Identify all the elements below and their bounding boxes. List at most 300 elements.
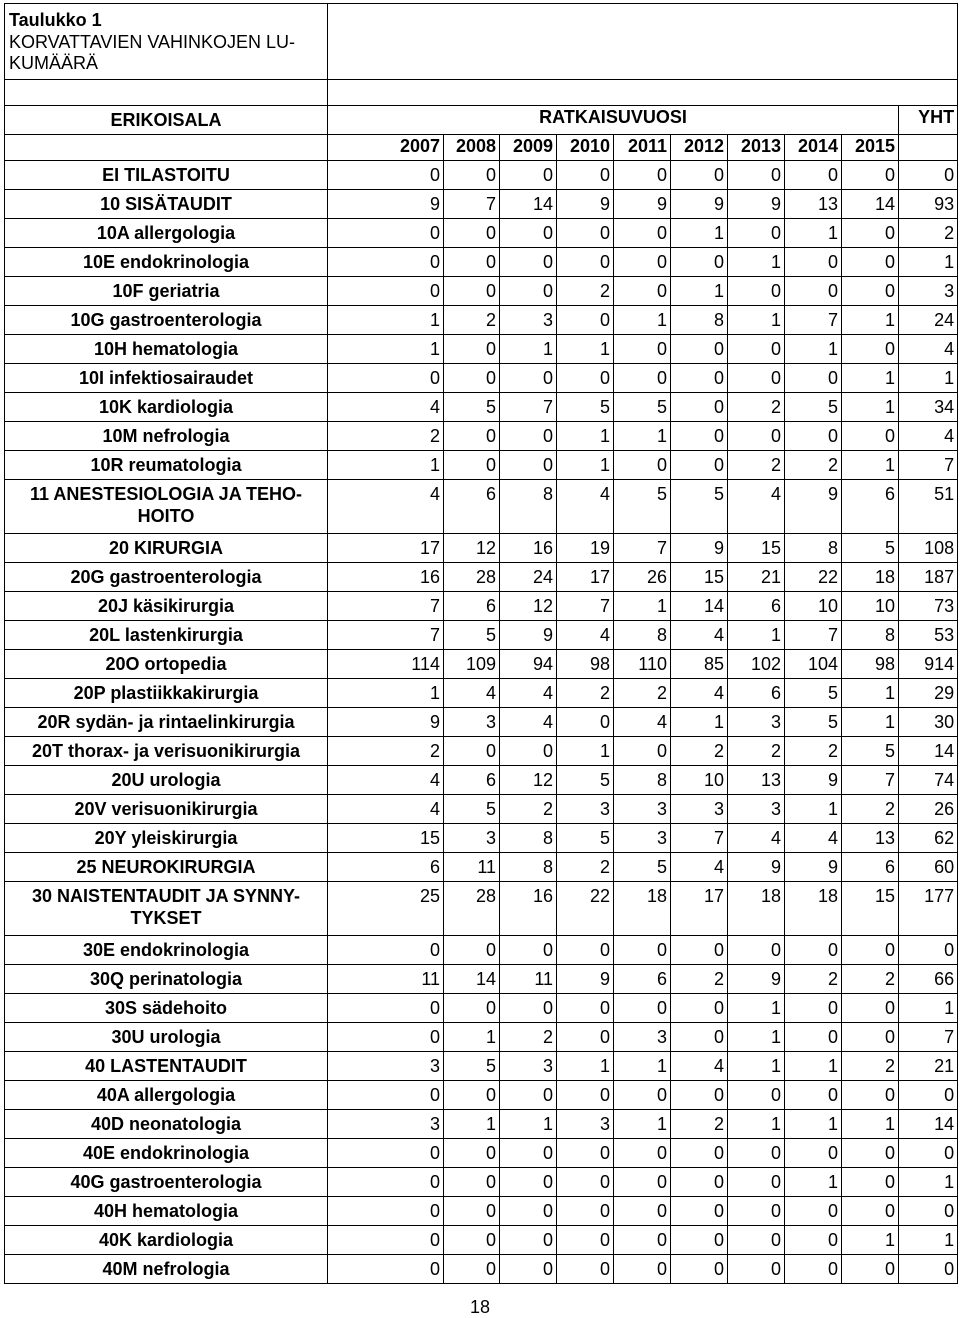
table-row <box>5 650 958 679</box>
value-cell: 0 <box>328 1023 444 1052</box>
value-cell: 1 <box>842 708 899 737</box>
table-subtitle: KORVATTAVIEN VAHINKOJEN LU-KUMÄÄRÄ <box>9 32 296 73</box>
value-cell: 16 <box>500 534 557 563</box>
value-cell: 0 <box>728 422 785 451</box>
value-cell: 4 <box>328 393 444 422</box>
value-cell: 94 <box>500 650 557 679</box>
value-cell: 0 <box>728 1139 785 1168</box>
value-cell: 0 <box>614 1255 671 1284</box>
specialty-name: 40M nefrologia <box>5 1255 328 1284</box>
value-cell: 0 <box>328 1081 444 1110</box>
value-cell: 5 <box>614 853 671 882</box>
table-row <box>5 451 958 480</box>
value-cell: 104 <box>785 650 842 679</box>
value-cell: 0 <box>785 364 842 393</box>
value-cell: 1 <box>444 1110 500 1139</box>
table-row <box>5 1081 958 1110</box>
table-row <box>5 882 958 936</box>
value-cell: 0 <box>557 708 614 737</box>
value-cell: 5 <box>614 480 671 534</box>
value-cell: 7 <box>328 621 444 650</box>
value-cell: 0 <box>500 451 557 480</box>
specialty-name: 30E endokrinologia <box>5 936 328 965</box>
value-cell: 3 <box>500 1052 557 1081</box>
value-cell: 6 <box>728 592 785 621</box>
value-cell: 0 <box>842 994 899 1023</box>
value-cell: 7 <box>785 621 842 650</box>
value-cell: 0 <box>557 219 614 248</box>
value-cell: 0 <box>500 936 557 965</box>
value-cell: 5 <box>444 621 500 650</box>
value-cell: 0 <box>444 994 500 1023</box>
value-cell: 0 <box>328 1197 444 1226</box>
value-cell: 2 <box>728 393 785 422</box>
table-row <box>5 592 958 621</box>
table-row <box>5 161 958 190</box>
value-cell: 0 <box>328 277 444 306</box>
value-cell: 9 <box>557 190 614 219</box>
value-cell: 2 <box>842 795 899 824</box>
value-cell: 98 <box>842 650 899 679</box>
total-cell: 34 <box>899 393 958 422</box>
value-cell: 1 <box>842 364 899 393</box>
specialty-name: 10M nefrologia <box>5 422 328 451</box>
value-cell: 0 <box>728 1255 785 1284</box>
value-cell: 1 <box>842 306 899 335</box>
table-row <box>5 1023 958 1052</box>
specialty-name: 30 NAISTENTAUDIT JA SYNNY-TYKSET <box>5 882 328 936</box>
value-cell: 9 <box>728 190 785 219</box>
specialty-name: 20V verisuonikirurgia <box>5 795 328 824</box>
table-row <box>5 393 958 422</box>
value-cell: 9 <box>728 853 785 882</box>
value-cell: 8 <box>500 824 557 853</box>
value-cell: 4 <box>785 824 842 853</box>
value-cell: 0 <box>728 161 785 190</box>
value-cell: 7 <box>842 766 899 795</box>
total-cell: 30 <box>899 708 958 737</box>
value-cell: 1 <box>500 1110 557 1139</box>
total-cell: 29 <box>899 679 958 708</box>
value-cell: 4 <box>728 480 785 534</box>
value-cell: 0 <box>444 1139 500 1168</box>
total-cell: 0 <box>899 936 958 965</box>
value-cell: 0 <box>785 277 842 306</box>
value-cell: 3 <box>728 795 785 824</box>
value-cell: 6 <box>444 480 500 534</box>
value-cell: 0 <box>842 248 899 277</box>
value-cell: 13 <box>785 190 842 219</box>
value-cell: 5 <box>842 534 899 563</box>
value-cell: 0 <box>614 335 671 364</box>
value-cell: 8 <box>500 853 557 882</box>
value-cell: 1 <box>785 1052 842 1081</box>
value-cell: 12 <box>444 534 500 563</box>
table-row <box>5 1110 958 1139</box>
value-cell: 0 <box>614 1226 671 1255</box>
value-cell: 6 <box>328 853 444 882</box>
value-cell: 0 <box>614 994 671 1023</box>
value-cell: 0 <box>842 1023 899 1052</box>
value-cell: 18 <box>728 882 785 936</box>
value-cell: 11 <box>328 965 444 994</box>
value-cell: 4 <box>671 679 728 708</box>
value-cell: 0 <box>842 1139 899 1168</box>
value-cell: 0 <box>500 1081 557 1110</box>
value-cell: 0 <box>557 161 614 190</box>
table-row <box>5 364 958 393</box>
value-cell: 2 <box>328 737 444 766</box>
year-header: 2014 <box>785 135 842 161</box>
total-cell: 4 <box>899 422 958 451</box>
value-cell: 13 <box>842 824 899 853</box>
blank-cell <box>328 80 958 106</box>
value-cell: 0 <box>500 1255 557 1284</box>
value-cell: 4 <box>328 766 444 795</box>
value-cell: 7 <box>557 592 614 621</box>
table-row <box>5 1197 958 1226</box>
value-cell: 5 <box>785 679 842 708</box>
specialty-name: 20P plastiikkakirurgia <box>5 679 328 708</box>
value-cell: 0 <box>785 1255 842 1284</box>
value-cell: 0 <box>557 1023 614 1052</box>
table-row <box>5 1052 958 1081</box>
value-cell: 0 <box>728 219 785 248</box>
specialty-name: 10A allergologia <box>5 219 328 248</box>
value-cell: 0 <box>671 1255 728 1284</box>
total-cell: 0 <box>899 1197 958 1226</box>
value-cell: 0 <box>444 451 500 480</box>
value-cell: 0 <box>671 451 728 480</box>
value-cell: 22 <box>557 882 614 936</box>
value-cell: 0 <box>557 1168 614 1197</box>
value-cell: 1 <box>728 306 785 335</box>
value-cell: 9 <box>728 965 785 994</box>
value-cell: 1 <box>842 393 899 422</box>
value-cell: 0 <box>500 994 557 1023</box>
value-cell: 0 <box>614 364 671 393</box>
value-cell: 4 <box>671 853 728 882</box>
total-cell: 24 <box>899 306 958 335</box>
value-cell: 0 <box>444 219 500 248</box>
value-cell: 21 <box>728 563 785 592</box>
value-cell: 16 <box>500 882 557 936</box>
value-cell: 0 <box>614 1139 671 1168</box>
value-cell: 7 <box>328 592 444 621</box>
specialty-name: 30Q perinatologia <box>5 965 328 994</box>
year-header: 2009 <box>500 135 557 161</box>
total-cell: 177 <box>899 882 958 936</box>
value-cell: 1 <box>728 621 785 650</box>
total-cell: 66 <box>899 965 958 994</box>
value-cell: 5 <box>842 737 899 766</box>
value-cell: 1 <box>785 335 842 364</box>
value-cell: 0 <box>614 451 671 480</box>
table-row <box>5 277 958 306</box>
value-cell: 2 <box>614 679 671 708</box>
value-cell: 1 <box>785 1110 842 1139</box>
value-cell: 1 <box>728 1110 785 1139</box>
page-number: 18 <box>469 1297 491 1317</box>
value-cell: 1 <box>444 1023 500 1052</box>
year-header: 2013 <box>728 135 785 161</box>
value-cell: 3 <box>328 1052 444 1081</box>
value-cell: 9 <box>785 766 842 795</box>
value-cell: 7 <box>500 393 557 422</box>
value-cell: 5 <box>557 393 614 422</box>
value-cell: 0 <box>785 1197 842 1226</box>
value-cell: 6 <box>444 592 500 621</box>
table-row <box>5 766 958 795</box>
table-row <box>5 248 958 277</box>
value-cell: 0 <box>614 161 671 190</box>
value-cell: 1 <box>557 422 614 451</box>
specialty-name: 10R reumatologia <box>5 451 328 480</box>
value-cell: 1 <box>614 1052 671 1081</box>
value-cell: 0 <box>500 219 557 248</box>
value-cell: 0 <box>500 737 557 766</box>
value-cell: 15 <box>728 534 785 563</box>
value-cell: 3 <box>728 708 785 737</box>
total-cell: 0 <box>899 1255 958 1284</box>
year-header: 2007 <box>328 135 444 161</box>
specialty-name: 20 KIRURGIA <box>5 534 328 563</box>
blank-cell <box>5 135 328 161</box>
value-cell: 14 <box>671 592 728 621</box>
specialty-name: 30S sädehoito <box>5 994 328 1023</box>
value-cell: 2 <box>842 1052 899 1081</box>
value-cell: 0 <box>500 1226 557 1255</box>
value-cell: 0 <box>671 161 728 190</box>
value-cell: 15 <box>328 824 444 853</box>
value-cell: 0 <box>557 1139 614 1168</box>
value-cell: 0 <box>614 936 671 965</box>
value-cell: 0 <box>614 219 671 248</box>
value-cell: 0 <box>785 1023 842 1052</box>
value-cell: 15 <box>842 882 899 936</box>
value-cell: 0 <box>842 161 899 190</box>
value-cell: 0 <box>728 277 785 306</box>
value-cell: 114 <box>328 650 444 679</box>
value-cell: 9 <box>328 190 444 219</box>
value-cell: 0 <box>785 248 842 277</box>
value-cell: 0 <box>557 1255 614 1284</box>
value-cell: 12 <box>500 592 557 621</box>
value-cell: 5 <box>444 795 500 824</box>
table-row <box>5 737 958 766</box>
value-cell: 2 <box>557 277 614 306</box>
year-header: 2012 <box>671 135 728 161</box>
value-cell: 0 <box>671 1226 728 1255</box>
value-cell: 0 <box>785 161 842 190</box>
value-cell: 13 <box>728 766 785 795</box>
value-cell: 0 <box>557 936 614 965</box>
value-cell: 0 <box>785 422 842 451</box>
value-cell: 0 <box>728 335 785 364</box>
total-cell: 51 <box>899 480 958 534</box>
value-cell: 11 <box>444 853 500 882</box>
table-row <box>5 853 958 882</box>
value-cell: 0 <box>842 1168 899 1197</box>
total-cell: 53 <box>899 621 958 650</box>
value-cell: 110 <box>614 650 671 679</box>
value-cell: 5 <box>557 824 614 853</box>
value-cell: 17 <box>328 534 444 563</box>
total-cell: 0 <box>899 161 958 190</box>
specialty-name: 10I infektiosairaudet <box>5 364 328 393</box>
value-cell: 2 <box>500 1023 557 1052</box>
table-row <box>5 422 958 451</box>
value-cell: 0 <box>557 1197 614 1226</box>
value-cell: 2 <box>671 737 728 766</box>
table-row <box>5 480 958 534</box>
total-cell: 7 <box>899 1023 958 1052</box>
value-cell: 0 <box>785 1226 842 1255</box>
total-cell: 21 <box>899 1052 958 1081</box>
value-cell: 9 <box>785 480 842 534</box>
specialty-name: 20Y yleiskirurgia <box>5 824 328 853</box>
value-cell: 0 <box>557 1226 614 1255</box>
value-cell: 0 <box>557 1081 614 1110</box>
value-cell: 0 <box>444 1226 500 1255</box>
value-cell: 1 <box>328 679 444 708</box>
value-cell: 4 <box>671 621 728 650</box>
value-cell: 0 <box>614 1197 671 1226</box>
value-cell: 0 <box>328 161 444 190</box>
specialty-name: 40E endokrinologia <box>5 1139 328 1168</box>
value-cell: 0 <box>785 936 842 965</box>
value-cell: 28 <box>444 563 500 592</box>
value-cell: 0 <box>671 1023 728 1052</box>
value-cell: 6 <box>728 679 785 708</box>
value-cell: 2 <box>557 679 614 708</box>
value-cell: 0 <box>671 936 728 965</box>
value-cell: 18 <box>614 882 671 936</box>
value-cell: 0 <box>728 936 785 965</box>
specialty-name: 10 SISÄTAUDIT <box>5 190 328 219</box>
value-cell: 0 <box>728 1197 785 1226</box>
value-cell: 1 <box>614 422 671 451</box>
specialty-name: 40D neonatologia <box>5 1110 328 1139</box>
value-cell: 3 <box>328 1110 444 1139</box>
value-cell: 0 <box>671 335 728 364</box>
value-cell: 18 <box>842 563 899 592</box>
value-cell: 4 <box>557 621 614 650</box>
value-cell: 2 <box>785 965 842 994</box>
value-cell: 0 <box>328 248 444 277</box>
value-cell: 3 <box>671 795 728 824</box>
value-cell: 0 <box>671 1168 728 1197</box>
table-row <box>5 534 958 563</box>
value-cell: 0 <box>671 422 728 451</box>
value-cell: 2 <box>500 795 557 824</box>
value-cell: 26 <box>614 563 671 592</box>
specialty-name: 20T thorax- ja verisuonikirurgia <box>5 737 328 766</box>
table-row <box>5 795 958 824</box>
specialty-header: ERIKOISALA <box>5 106 328 135</box>
value-cell: 0 <box>557 994 614 1023</box>
value-cell: 14 <box>444 965 500 994</box>
specialty-name: 20R sydän- ja rintaelinkirurgia <box>5 708 328 737</box>
value-cell: 3 <box>444 708 500 737</box>
value-cell: 19 <box>557 534 614 563</box>
value-cell: 8 <box>842 621 899 650</box>
specialty-name: EI TILASTOITU <box>5 161 328 190</box>
table-row <box>5 994 958 1023</box>
value-cell: 0 <box>500 1168 557 1197</box>
specialty-name: 25 NEUROKIRURGIA <box>5 853 328 882</box>
value-cell: 3 <box>557 795 614 824</box>
table-row <box>5 1226 958 1255</box>
value-cell: 7 <box>671 824 728 853</box>
specialty-name: 10E endokrinologia <box>5 248 328 277</box>
total-cell: 3 <box>899 277 958 306</box>
value-cell: 0 <box>842 1081 899 1110</box>
value-cell: 4 <box>328 795 444 824</box>
value-cell: 0 <box>842 936 899 965</box>
table-title: Taulukko 1 <box>9 10 102 30</box>
specialty-name: 40 LASTENTAUDIT <box>5 1052 328 1081</box>
specialty-name: 40K kardiologia <box>5 1226 328 1255</box>
value-cell: 2 <box>728 451 785 480</box>
value-cell: 0 <box>671 1139 728 1168</box>
table-row <box>5 708 958 737</box>
value-cell: 2 <box>671 965 728 994</box>
value-cell: 3 <box>444 824 500 853</box>
value-cell: 5 <box>444 393 500 422</box>
value-cell: 0 <box>785 994 842 1023</box>
specialty-name: 10F geriatria <box>5 277 328 306</box>
value-cell: 2 <box>444 306 500 335</box>
value-cell: 1 <box>328 451 444 480</box>
value-cell: 1 <box>557 1052 614 1081</box>
table-row <box>5 621 958 650</box>
value-cell: 0 <box>444 161 500 190</box>
year-header: 2011 <box>614 135 671 161</box>
value-cell: 85 <box>671 650 728 679</box>
value-cell: 5 <box>785 393 842 422</box>
value-cell: 1 <box>614 592 671 621</box>
value-cell: 0 <box>444 335 500 364</box>
year-header: 2015 <box>842 135 899 161</box>
value-cell: 4 <box>500 708 557 737</box>
value-cell: 4 <box>328 480 444 534</box>
value-cell: 0 <box>842 277 899 306</box>
value-cell: 0 <box>557 306 614 335</box>
value-cell: 4 <box>671 1052 728 1081</box>
total-cell: 74 <box>899 766 958 795</box>
year-group-header: RATKAISUVUOSI <box>328 106 899 135</box>
value-cell: 5 <box>785 708 842 737</box>
total-cell: 2 <box>899 219 958 248</box>
value-cell: 0 <box>500 277 557 306</box>
value-cell: 9 <box>328 708 444 737</box>
value-cell: 0 <box>671 994 728 1023</box>
value-cell: 102 <box>728 650 785 679</box>
value-cell: 5 <box>444 1052 500 1081</box>
value-cell: 16 <box>328 563 444 592</box>
value-cell: 2 <box>785 737 842 766</box>
value-cell: 0 <box>614 277 671 306</box>
value-cell: 0 <box>842 1255 899 1284</box>
specialty-name: 10H hematologia <box>5 335 328 364</box>
specialty-name: 20J käsikirurgia <box>5 592 328 621</box>
value-cell: 0 <box>328 219 444 248</box>
value-cell: 0 <box>444 737 500 766</box>
value-cell: 1 <box>328 335 444 364</box>
table-row <box>5 563 958 592</box>
value-cell: 14 <box>500 190 557 219</box>
